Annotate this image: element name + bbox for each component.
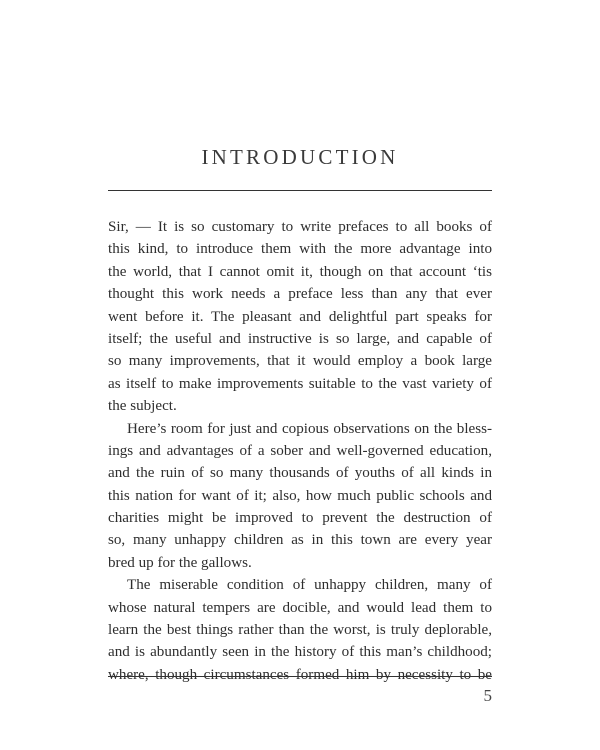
text-line: charities might be improved to prevent the destruction of	[108, 510, 492, 527]
title-rule	[108, 190, 492, 191]
text-line: so, many unhappy children as in this town are every year	[108, 532, 492, 549]
text-line: went before it. The pleasant and delightful part speaks for	[108, 308, 492, 325]
paragraph-3	[108, 574, 492, 686]
text-line: so many improvements, that it would employ a book large	[108, 353, 492, 370]
text-line: as itself to make improvements suitable to the vast variety of	[108, 375, 492, 392]
paragraph-2	[108, 418, 492, 575]
text-line: learn the best things rather than the worst, is truly deplorable,	[108, 622, 492, 639]
text-line: where, though circumstances formed him by necessity to be	[108, 666, 492, 683]
text-line: The miserable condition of unhappy children, many of	[127, 577, 492, 594]
text-line: thought this work needs a preface less than any that ever	[108, 286, 492, 303]
page-number: 5	[483, 686, 492, 705]
text-line: bred up for the gallows.	[108, 554, 252, 571]
body-text	[108, 216, 492, 686]
text-line: the world, that I cannot omit it, though on that account ‘tis	[108, 263, 492, 280]
text-line: this kind, to introduce them with the more advantage into	[108, 241, 492, 258]
text-line: whose natural tempers are docible, and would lead them to	[108, 599, 492, 616]
text-line: and the ruin of so many thousands of youths of all kinds in	[108, 465, 492, 482]
chapter-title: INTRODUCTION	[201, 145, 399, 169]
text-line: ings and advantages of a sober and well-governed education,	[108, 442, 492, 459]
text-line: this nation for want of it; also, how much public schools and	[108, 487, 492, 504]
paragraph-1	[108, 216, 492, 418]
footer-rule	[108, 676, 492, 677]
text-line: and is abundantly seen in the history of this man’s childhood;	[108, 644, 492, 661]
text-line: Here’s room for just and copious observations on the bless-	[127, 420, 492, 437]
text-line: itself; the useful and instructive is so large, and capable of	[108, 330, 492, 347]
text-line: the subject.	[108, 398, 177, 415]
text-line: Sir, — It is so customary to write prefaces to all books of	[108, 219, 492, 235]
